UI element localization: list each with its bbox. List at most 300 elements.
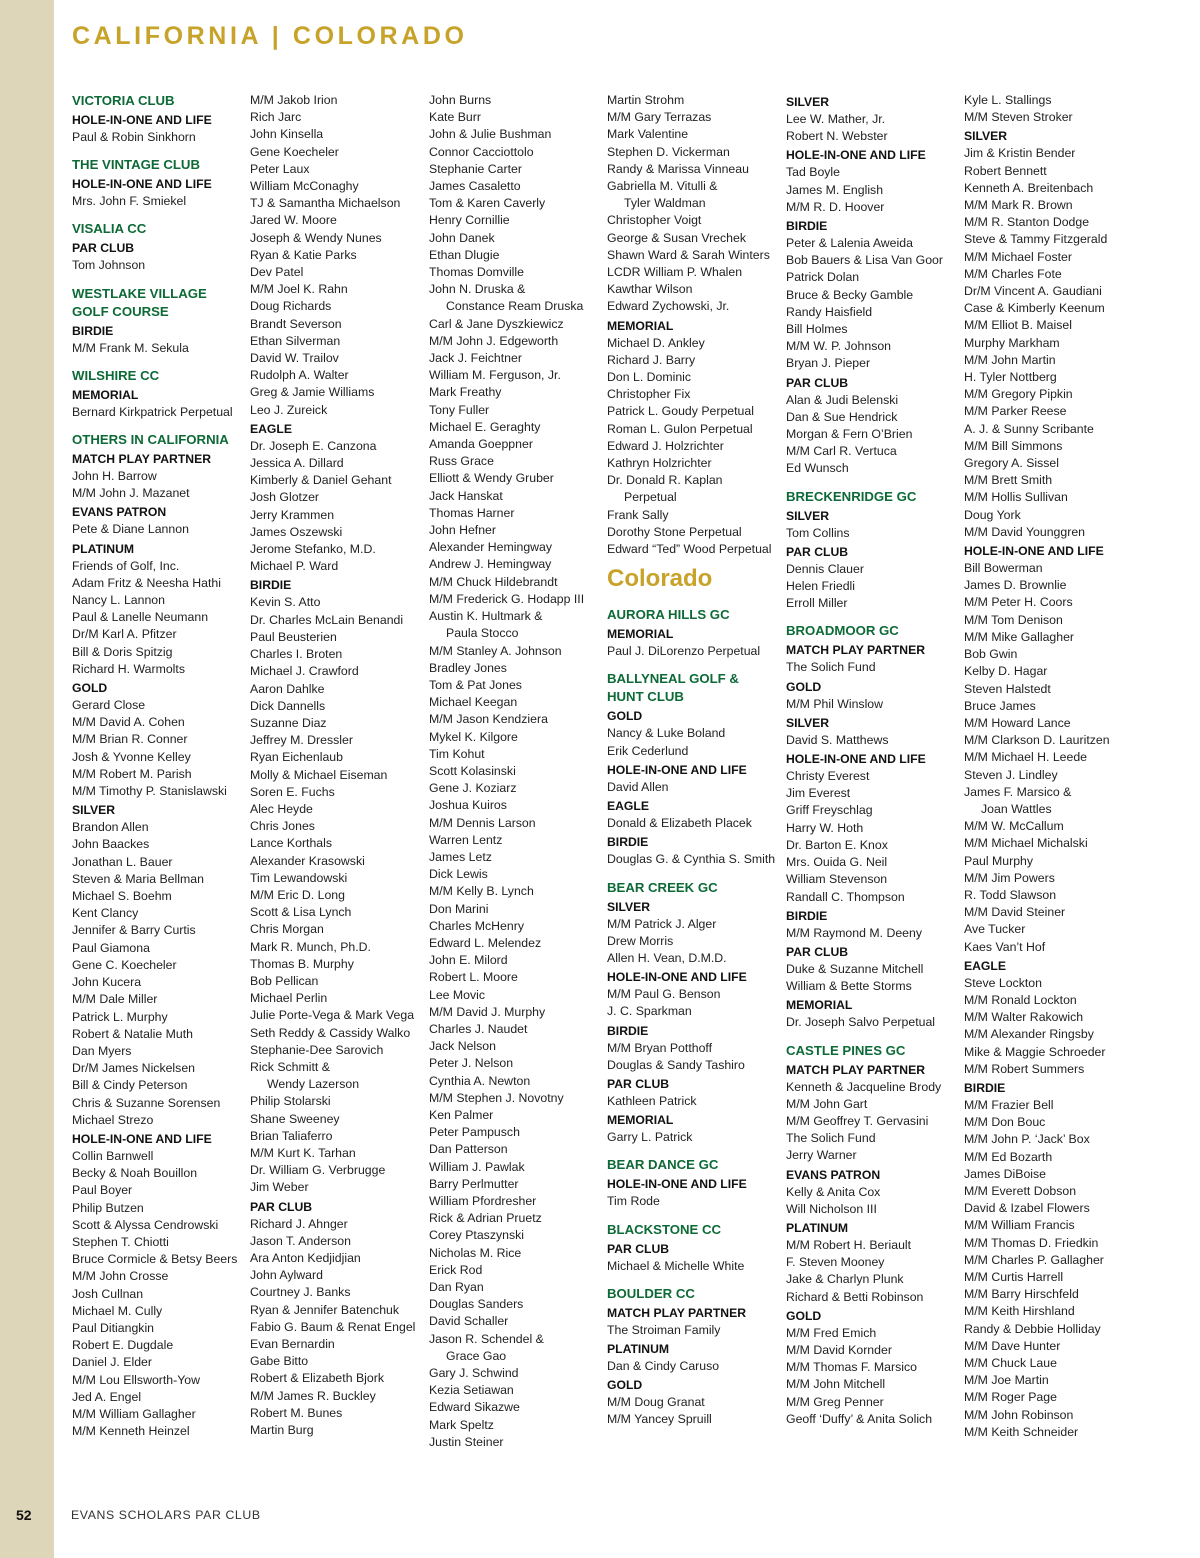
donor-name: Philip Butzen (72, 1200, 144, 1215)
donor-name: Josh & Yvonne Kelley (72, 749, 191, 764)
donor-name: M/M Robert H. Beriault (786, 1237, 912, 1252)
donor-name: David Allen (607, 779, 669, 794)
donor-name: Ryan Eichenlaub (250, 750, 343, 765)
giving-level-heading: HOLE-IN-ONE AND LIFE (786, 148, 926, 163)
club-heading: BRECKENRIDGE GC (786, 488, 917, 504)
donor-name: Gene J. Koziarz (429, 781, 517, 796)
donor-name: Christy Everest (786, 769, 870, 784)
donor-name: M/M Ronald Lockton (964, 992, 1077, 1007)
donor-name: Robert & Natalie Muth (72, 1026, 193, 1041)
giving-level-heading: PLATINUM (607, 1341, 670, 1356)
donor-name: M/M William Francis (964, 1218, 1075, 1233)
donor-name: Kenneth A. Breitenbach (964, 180, 1094, 195)
giving-level-heading: HOLE-IN-ONE AND LIFE (964, 544, 1104, 559)
donor-name: Rich Jarc (250, 110, 302, 125)
donor-name: Tom & Karen Caverly (429, 196, 546, 211)
donor-name: Elliott & Wendy Gruber (429, 471, 554, 486)
donor-name: Jason T. Anderson (250, 1233, 351, 1248)
donor-name: M/M Thomas D. Friedkin (964, 1235, 1099, 1250)
donor-name: Jared W. Moore (250, 213, 337, 228)
donor-name: Russ Grace (429, 454, 494, 469)
donor-name: M/M Jim Powers (964, 870, 1055, 885)
donor-name: Scott & Alyssa Cendrowski (72, 1217, 219, 1232)
donor-name: Alan & Judi Belenski (786, 392, 899, 407)
club-heading: BROADMOOR GC (786, 623, 899, 639)
donor-name: Tom & Pat Jones (429, 677, 522, 692)
donor-name: Soren E. Fuchs (250, 784, 335, 799)
donor-name: Mrs. John F. Smiekel (72, 194, 187, 209)
donor-name-continuation: Joan Wattles (981, 801, 1052, 816)
donor-name: Lee W. Mather, Jr. (786, 112, 886, 126)
donor-name: M/M David A. Cohen (72, 715, 185, 730)
giving-level-heading: PAR CLUB (786, 544, 849, 559)
donor-name: Jerome Stefanko, M.D. (250, 542, 376, 557)
donor-name: Michael & Michelle White (607, 1258, 745, 1273)
donor-name: Tad Boyle (786, 165, 841, 180)
donor-name: M/M Hollis Sullivan (964, 490, 1068, 505)
donor-name: Corey Ptaszynski (429, 1228, 524, 1243)
club-heading: BALLYNEAL GOLF & (607, 671, 739, 687)
donor-name: M/M John Mitchell (786, 1377, 886, 1392)
donor-name: M/M Walter Rakowich (964, 1010, 1084, 1025)
donor-name: M/M Keith Schneider (964, 1424, 1079, 1439)
donor-name: Dr. Charles McLain Benandi (250, 612, 404, 627)
club-heading: THE VINTAGE CLUB (72, 157, 200, 173)
donor-name: Michael Perlin (250, 991, 328, 1006)
donor-column-4 (607, 92, 785, 1429)
donor-name: Dan & Cindy Caruso (607, 1358, 720, 1373)
donor-name: M/M Timothy P. Stanislawski (72, 784, 227, 799)
donor-name: M/M Patrick J. Alger (607, 916, 717, 931)
donor-name: Kawthar Wilson (607, 282, 693, 297)
donor-name: Case & Kimberly Keenum (964, 301, 1105, 316)
donor-name: Dev Patel (250, 265, 304, 280)
donor-name: Jack Hanskat (429, 488, 503, 503)
donor-name: M/M David Younggren (964, 524, 1085, 539)
donor-name: Jeffrey M. Dressler (250, 733, 353, 748)
donor-name: William McConaghy (250, 179, 359, 194)
donor-name: M/M Fred Emich (786, 1325, 877, 1340)
donor-name: James M. English (786, 182, 884, 197)
donor-name: Stephen D. Vickerman (607, 144, 730, 159)
donor-name: Steven & Maria Bellman (72, 871, 204, 886)
donor-name: M/M Joe Martin (964, 1373, 1049, 1388)
donor-name: David & Izabel Flowers (964, 1201, 1090, 1216)
donor-name: Dr/M Karl A. Pfitzer (72, 627, 177, 642)
donor-name: Charles J. Naudet (429, 1021, 528, 1036)
donor-name-continuation: Grace Gao (446, 1348, 507, 1363)
giving-level-heading: SILVER (786, 715, 830, 730)
donor-name: Adam Fritz & Neesha Hathi (72, 575, 221, 590)
donor-name-continuation: Tyler Waldman (624, 196, 706, 211)
club-heading: WILSHIRE CC (72, 367, 160, 383)
donor-name: Thomas Harner (429, 505, 515, 520)
donor-name: Bryan J. Pieper (786, 356, 871, 371)
donor-name: Kent Clancy (72, 906, 139, 921)
donor-name: M/M David Steiner (964, 905, 1066, 920)
donor-name: Don L. Dominic (607, 370, 692, 385)
giving-level-heading: MATCH PLAY PARTNER (786, 643, 926, 658)
donor-name: M/M Kurt K. Tarhan (250, 1145, 356, 1160)
donor-name: Christopher Fix (607, 387, 691, 402)
donor-name: M/M David J. Murphy (429, 1004, 546, 1019)
donor-name: Jim & Kristin Bender (964, 146, 1076, 161)
donor-name: Doug York (964, 507, 1021, 522)
donor-name: M/M Ed Bozarth (964, 1149, 1053, 1164)
donor-name: Mykel K. Kilgore (429, 729, 518, 744)
donor-name: Mike & Maggie Schroeder (964, 1044, 1106, 1059)
donor-name: Randy & Marissa Vinneau (607, 161, 749, 176)
donor-name: The Solich Fund (786, 660, 876, 675)
donor-name: Daniel J. Elder (72, 1355, 152, 1370)
donor-name: Aaron Dahlke (250, 681, 325, 696)
donor-name: Greg & Jamie Williams (250, 385, 375, 400)
donor-name: Donald & Elizabeth Placek (607, 816, 752, 831)
donor-name: M/M Geoffrey T. Gervasini (786, 1113, 929, 1128)
donor-name: M/M Michael Michalski (964, 836, 1088, 851)
donor-name: M/M Barry Hirschfeld (964, 1287, 1079, 1302)
donor-name: Richard & Betti Robinson (786, 1289, 924, 1304)
donor-column-1 (72, 92, 250, 1440)
donor-name: Paul Murphy (964, 853, 1034, 868)
donor-name: H. Tyler Nottberg (964, 370, 1057, 385)
donor-name: M/M Gregory Pipkin (964, 387, 1073, 402)
page-sidebar-band (0, 0, 54, 1558)
giving-level-heading: EVANS PATRON (72, 505, 167, 520)
giving-level-heading: GOLD (786, 1308, 822, 1323)
donor-name: Robert L. Moore (429, 970, 518, 985)
donor-name: Steven J. Lindley (964, 767, 1058, 782)
donor-name: Philip Stolarski (250, 1094, 331, 1109)
donor-name: Lance Korthals (250, 836, 333, 851)
donor-name: Justin Steiner (429, 1434, 504, 1449)
donor-name: Dorothy Stone Perpetual (607, 524, 742, 539)
donor-name: Ryan & Jennifer Batenchuk (250, 1302, 400, 1317)
donor-name: Dr. Joseph E. Canzona (250, 438, 377, 453)
donor-name: Dr/M James Nickelsen (72, 1061, 195, 1076)
donor-name: M/M Peter H. Coors (964, 595, 1073, 610)
donor-name: Gabriella M. Vitulli & (607, 179, 718, 194)
donor-name: Kathleen Patrick (607, 1093, 697, 1108)
donor-name: Tim Lewandowski (250, 870, 348, 885)
donor-name: M/M Joel K. Rahn (250, 282, 348, 297)
donor-name-continuation: Wendy Lazerson (267, 1077, 360, 1092)
donor-name: Richard H. Warmolts (72, 661, 185, 676)
giving-level-heading: HOLE-IN-ONE AND LIFE (72, 177, 212, 192)
donor-name: M/M Frazier Bell (964, 1097, 1054, 1112)
donor-name: M/M Curtis Harrell (964, 1270, 1064, 1284)
donor-name: Kimberly & Daniel Gehant (250, 473, 392, 488)
donor-name: Alexander Krasowski (250, 853, 365, 868)
donor-name: M/M Chuck Hildebrandt (429, 574, 558, 589)
donor-name: M/M Everett Dobson (964, 1183, 1077, 1198)
donor-name: Doug Richards (250, 299, 332, 314)
donor-name: Shawn Ward & Sarah Winters (607, 247, 770, 262)
donor-name: M/M Michael H. Leede (964, 750, 1088, 765)
giving-level-heading: PAR CLUB (786, 944, 849, 959)
donor-name: M/M Phil Winslow (786, 696, 884, 711)
donor-name: Steve Lockton (964, 975, 1042, 990)
donor-name: Thomas B. Murphy (250, 956, 354, 971)
donor-name: Dr. Joseph Salvo Perpetual (786, 1015, 936, 1030)
donor-name: M/M W. P. Johnson (786, 339, 892, 354)
donor-name: Ave Tucker (964, 922, 1026, 937)
donor-name: Connor Cacciottolo (429, 144, 534, 159)
donor-name: Bernard Kirkpatrick Perpetual (72, 404, 233, 419)
giving-level-heading: PLATINUM (786, 1220, 849, 1235)
donor-name: Dick Dannells (250, 698, 326, 713)
donor-name: M/M Steven Stroker (964, 110, 1073, 125)
club-heading: WESTLAKE VILLAGE (72, 285, 207, 301)
donor-name: Steven Halstedt (964, 681, 1051, 696)
giving-level-heading: MEMORIAL (72, 387, 139, 402)
donor-name: The Solich Fund (786, 1131, 876, 1146)
donor-name: M/M Paul G. Benson (607, 987, 721, 1002)
donor-name: Douglas Sanders (429, 1297, 524, 1312)
donor-name: Ethan Silverman (250, 333, 341, 348)
donor-name: M/M John Robinson (964, 1407, 1074, 1422)
donor-name: LCDR William P. Whalen (607, 265, 743, 280)
donor-name: Bill Bowerman (964, 561, 1043, 576)
giving-level-heading: PAR CLUB (607, 1241, 670, 1256)
donor-name: Joseph & Wendy Nunes (250, 230, 382, 245)
giving-level-heading: EAGLE (250, 421, 292, 436)
donor-name: M/M William Gallagher (72, 1406, 196, 1421)
donor-name: Joshua Kuiros (429, 798, 507, 813)
donor-name: Jed A. Engel (72, 1389, 142, 1404)
donor-name: M/M John Crosse (72, 1269, 169, 1284)
donor-name: John Kucera (72, 975, 142, 990)
donor-name: Friends of Golf, Inc. (72, 558, 180, 573)
donor-name: Michael S. Boehm (72, 889, 172, 904)
donor-name: M/M Mark R. Brown (964, 198, 1073, 213)
donor-name: M/M John J. Edgeworth (429, 333, 559, 348)
giving-level-heading: HOLE-IN-ONE AND LIFE (72, 1131, 212, 1146)
donor-column-6 (964, 92, 1142, 1441)
donor-name: Randy & Debbie Holliday (964, 1321, 1101, 1336)
donor-name: Alec Heyde (250, 801, 313, 816)
donor-name: M/M Yancey Spruill (607, 1412, 712, 1427)
donor-name: Randy Haisfield (786, 304, 873, 319)
donor-name: Kathryn Holzrichter (607, 456, 712, 471)
donor-name: M/M Stephen J. Novotny (429, 1090, 564, 1105)
giving-level-heading: PAR CLUB (786, 375, 849, 390)
donor-name: M/M John Gart (786, 1096, 868, 1111)
donor-name: John N. Druska & (429, 282, 526, 297)
donor-name: M/M Dave Hunter (964, 1338, 1061, 1353)
giving-level-heading: HOLE-IN-ONE AND LIFE (786, 752, 926, 767)
donor-name: Duke & Suzanne Mitchell (786, 961, 924, 976)
donor-name: M/M Raymond M. Deeny (786, 925, 922, 940)
donor-name: Allen H. Vean, D.M.D. (607, 950, 727, 965)
giving-level-heading: SILVER (786, 95, 830, 109)
donor-name: William & Bette Storms (786, 979, 912, 994)
donor-name: Chris & Suzanne Sorensen (72, 1095, 221, 1110)
club-heading: CASTLE PINES GC (786, 1042, 906, 1058)
giving-level-heading: EAGLE (607, 799, 649, 814)
donor-name: James Letz (429, 849, 492, 864)
giving-level-heading: PAR CLUB (607, 1076, 670, 1091)
donor-name-continuation: Perpetual (624, 490, 677, 505)
donor-name: M/M Bryan Potthoff (607, 1040, 713, 1055)
donor-name: John H. Barrow (72, 469, 157, 484)
donor-name: Molly & Michael Eiseman (250, 767, 388, 782)
donor-name: M/M W. McCallum (964, 819, 1064, 834)
donor-name: Rick & Adrian Pruetz (429, 1211, 542, 1226)
donor-name: Julie Porte-Vega & Mark Vega (250, 1008, 415, 1023)
donor-name: James Oszewski (250, 524, 343, 539)
donor-name: Nicholas M. Rice (429, 1245, 522, 1260)
donor-name: Don Marini (429, 901, 489, 916)
donor-name: TJ & Samantha Michaelson (250, 196, 401, 211)
donor-name: M/M John J. Mazanet (72, 486, 190, 501)
donor-name: Warren Lentz (429, 832, 503, 847)
donor-name: Jennifer & Barry Curtis (72, 923, 196, 938)
donor-name: Jerry Krammen (250, 507, 335, 522)
giving-level-heading: SILVER (964, 129, 1008, 144)
giving-level-heading: BIRDIE (786, 908, 828, 923)
donor-name: Patrick L. Goudy Perpetual (607, 404, 754, 419)
donor-name: M/M Stanley A. Johnson (429, 643, 562, 658)
donor-name: William Stevenson (786, 872, 888, 887)
giving-level-heading: GOLD (72, 681, 108, 696)
donor-name: Michael Strezo (72, 1112, 154, 1127)
donor-name: Dan Myers (72, 1043, 132, 1058)
donor-name: M/M Elliot B. Maisel (964, 318, 1072, 333)
donor-column-5 (786, 92, 964, 1428)
donor-name: Garry L. Patrick (607, 1130, 693, 1145)
donor-name: Scott Kolasinski (429, 763, 516, 778)
donor-name: Christopher Voigt (607, 213, 702, 228)
giving-level-heading: MATCH PLAY PARTNER (786, 1062, 926, 1077)
giving-level-heading: PAR CLUB (72, 241, 135, 256)
donor-name: Patrick Dolan (786, 270, 860, 285)
donor-name-continuation: Paula Stocco (446, 626, 519, 641)
donor-name: Michael M. Cully (72, 1303, 163, 1318)
donor-name: David S. Matthews (786, 732, 889, 747)
donor-name: Michael Keegan (429, 695, 518, 710)
giving-level-heading: PAR CLUB (250, 1199, 313, 1214)
giving-level-heading: SILVER (607, 899, 651, 914)
donor-name: Dennis Clauer (786, 561, 864, 576)
donor-name: Gregory A. Sissel (964, 456, 1059, 471)
donor-name: M/M Jakob Irion (250, 93, 338, 107)
donor-name: David Schaller (429, 1314, 509, 1329)
donor-name: Cynthia A. Newton (429, 1073, 531, 1088)
donor-name: Erroll Miller (786, 596, 848, 611)
donor-name: Brandon Allen (72, 820, 149, 835)
donor-name: John Burns (429, 93, 492, 107)
donor-name: Evan Bernardin (250, 1337, 335, 1352)
donor-name: Brian Taliaferro (250, 1128, 333, 1143)
donor-name: Douglas & Sandy Tashiro (607, 1057, 745, 1072)
donor-name: Mark Freathy (429, 385, 502, 400)
donor-name: M/M Dennis Larson (429, 815, 536, 830)
donor-name: M/M Doug Granat (607, 1395, 705, 1410)
donor-name: Edward Zychowski, Jr. (607, 299, 730, 314)
donor-name: Josh Cullnan (72, 1286, 144, 1301)
donor-name: Griff Freyschlag (786, 803, 873, 818)
donor-name: Nancy & Luke Boland (607, 726, 726, 741)
donor-name: Paul Ditiangkin (72, 1320, 155, 1335)
donor-name: Tony Fuller (429, 402, 490, 417)
donor-name: James F. Marsico & (964, 784, 1072, 799)
donor-name: Jim Everest (786, 786, 851, 801)
donor-name: Bob Bauers & Lisa Van Goor (786, 253, 943, 268)
donor-name: John Aylward (250, 1268, 323, 1283)
donor-name: Dan Patterson (429, 1142, 508, 1157)
donor-name: M/M Don Bouc (964, 1115, 1046, 1130)
donor-column-3 (429, 92, 607, 1451)
donor-name: James D. Brownlie (964, 578, 1067, 593)
donor-name: M/M John P. ‘Jack’ Box (964, 1132, 1090, 1147)
club-heading: GOLF COURSE (72, 303, 169, 319)
donor-name: Robert Bennett (964, 163, 1047, 178)
giving-level-heading: MATCH PLAY PARTNER (607, 1305, 747, 1320)
club-heading: AURORA HILLS GC (607, 607, 730, 623)
giving-level-heading: HOLE-IN-ONE AND LIFE (72, 113, 212, 127)
giving-level-heading: GOLD (607, 709, 643, 724)
donor-name: Henry Cornillie (429, 213, 510, 228)
donor-name: M/M Kenneth Heinzel (72, 1424, 190, 1439)
giving-level-heading: HOLE-IN-ONE AND LIFE (607, 970, 747, 985)
donor-name: Rudolph A. Walter (250, 368, 349, 383)
state-heading: Colorado (607, 565, 713, 593)
club-heading: BEAR CREEK GC (607, 879, 718, 895)
donor-name: Suzanne Diaz (250, 715, 327, 730)
donor-name: Robert M. Bunes (250, 1405, 343, 1420)
donor-name: Edward Sikazwe (429, 1400, 520, 1415)
donor-name: Kaes Van’t Hof (964, 939, 1046, 954)
donor-name: Murphy Markham (964, 335, 1060, 350)
donor-name: M/M Carl R. Vertuca (786, 444, 897, 459)
donor-name: Seth Reddy & Cassidy Walko (250, 1025, 411, 1040)
donor-name: Bill & Cindy Peterson (72, 1078, 188, 1093)
donor-name: M/M Charles P. Gallagher (964, 1252, 1104, 1267)
donor-name: Collin Barnwell (72, 1148, 154, 1163)
donor-name: Mark Speltz (429, 1417, 494, 1432)
donor-name: Ara Anton Kedjidjian (250, 1251, 361, 1265)
donor-name: Morgan & Fern O’Brien (786, 427, 913, 442)
giving-level-heading: EVANS PATRON (786, 1167, 881, 1182)
donor-name: George & Susan Vrechek (607, 230, 746, 245)
club-heading: VICTORIA CLUB (72, 93, 175, 108)
donor-name: M/M Chuck Laue (964, 1356, 1057, 1371)
donor-name: Paul & Lanelle Neumann (72, 610, 209, 625)
donor-name: M/M Robert M. Parish (72, 766, 192, 781)
donor-name: Tim Kohut (429, 746, 485, 761)
donor-name: Peter Pampusch (429, 1125, 520, 1140)
donor-name: M/M Alexander Ringsby (964, 1027, 1094, 1042)
donor-name: Jack J. Feichtner (429, 351, 522, 366)
donor-name: M/M Howard Lance (964, 715, 1071, 730)
donor-name: Gene Koecheler (250, 144, 339, 159)
donor-name: Fabio G. Baum & Renat Engel (250, 1319, 416, 1334)
donor-name: Kenneth & Jacqueline Brody (786, 1079, 942, 1094)
publication-title: EVANS SCHOLARS PAR CLUB (71, 1508, 261, 1522)
donor-name: Mrs. Ouida G. Neil (786, 855, 888, 870)
donor-name: Bill & Doris Spitzig (72, 644, 173, 659)
donor-name: Dr. Donald R. Kaplan (607, 473, 723, 488)
donor-name: M/M David Kornder (786, 1342, 892, 1357)
donor-name: Chris Jones (250, 819, 315, 834)
donor-name: M/M Thomas F. Marsico (786, 1360, 917, 1375)
donor-name: Bruce & Becky Gamble (786, 287, 914, 302)
donor-name: Peter Laux (250, 161, 310, 176)
donor-name: Scott & Lisa Lynch (250, 905, 352, 920)
giving-level-heading: MEMORIAL (607, 1113, 674, 1128)
donor-name: William M. Ferguson, Jr. (429, 368, 561, 383)
